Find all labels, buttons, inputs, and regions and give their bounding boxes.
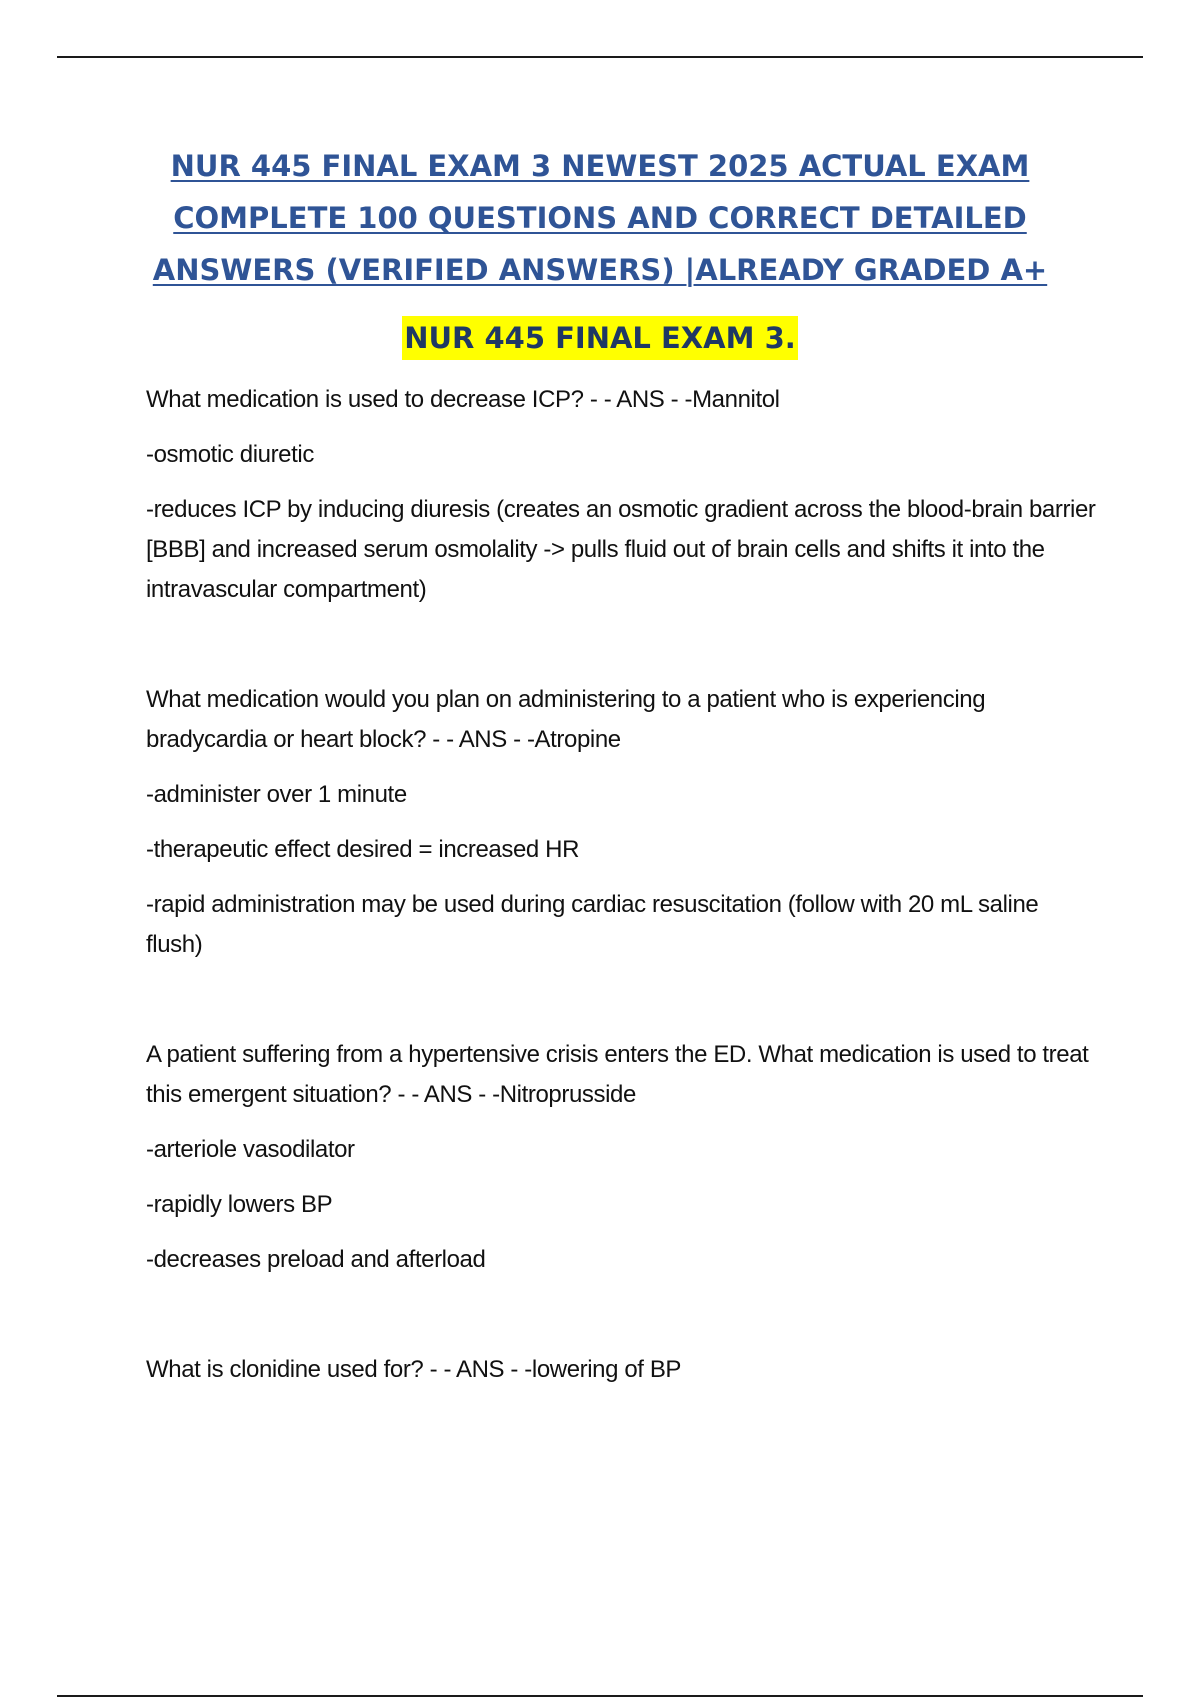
answer-point: -rapidly lowers BP bbox=[146, 1191, 333, 1218]
top-rule bbox=[57, 56, 1143, 58]
answer-point: -arteriole vasodilator bbox=[146, 1136, 355, 1163]
question-text: What is clonidine used for? - - ANS - -lowering of BP bbox=[146, 1356, 682, 1383]
question-text: A patient suffering from a hypertensive crisis enters the ED. What medication is used to treat this emergent situation? - - ANS - -Nitroprusside bbox=[146, 1041, 1089, 1108]
question-text: What medication is used to decrease ICP? - - ANS - -Mannitol bbox=[146, 386, 780, 413]
answer-point: -therapeutic effect desired = increased HR bbox=[146, 836, 580, 863]
highlighted-subtitle bbox=[0, 316, 1200, 360]
qa-item bbox=[146, 380, 1096, 610]
bottom-rule bbox=[57, 1695, 1143, 1697]
qa-list bbox=[146, 380, 1096, 1460]
title-line: COMPLETE 100 QUESTIONS AND CORRECT DETAILED bbox=[173, 201, 1027, 235]
answer-point: -decreases preload and afterload bbox=[146, 1246, 486, 1273]
qa-item bbox=[146, 1035, 1096, 1280]
answer-point: -reduces ICP by inducing diuresis (creates an osmotic gradient across the blood-brain barrier [BBB] and increased serum osmolality -> pulls fluid out of brain cells and shifts it into the intravascular compartment) bbox=[146, 496, 1096, 603]
qa-item bbox=[146, 680, 1096, 965]
qa-item bbox=[146, 1350, 1096, 1390]
title-line: NUR 445 FINAL EXAM 3 NEWEST 2025 ACTUAL EXAM bbox=[170, 149, 1030, 183]
answer-point: -osmotic diuretic bbox=[146, 441, 314, 468]
answer-point: -administer over 1 minute bbox=[146, 781, 407, 808]
title-line: ANSWERS (VERIFIED ANSWERS) |ALREADY GRADED A+ bbox=[152, 253, 1048, 287]
subtitle-text: NUR 445 FINAL EXAM 3. bbox=[402, 316, 798, 360]
question-text: What medication would you plan on administering to a patient who is experiencing bradycardia or heart block? - - ANS - -Atropine bbox=[146, 686, 986, 753]
answer-point: -rapid administration may be used during cardiac resuscitation (follow with 20 mL saline flush) bbox=[146, 891, 1039, 958]
document-title bbox=[0, 140, 1200, 296]
